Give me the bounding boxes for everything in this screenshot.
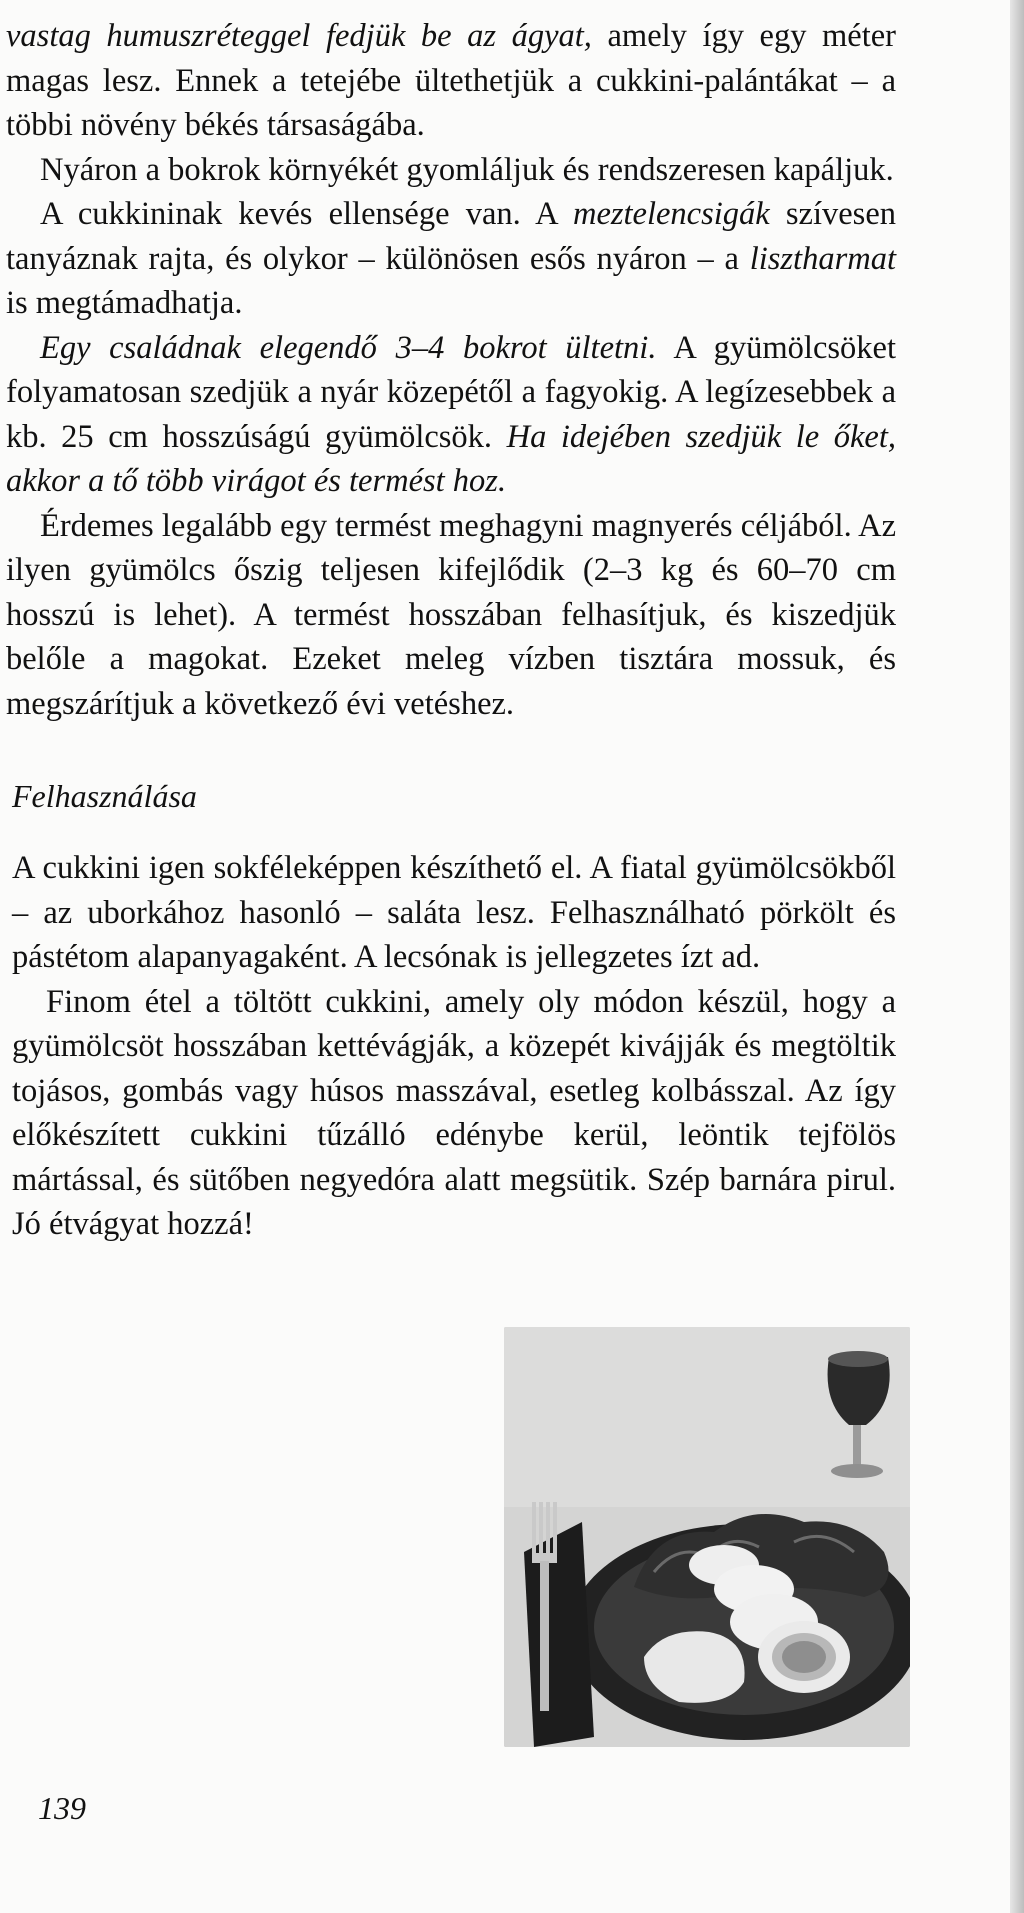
paragraph-4 bbox=[6, 326, 896, 504]
paragraph-6: A cukkini igen sokféleképpen készíthető el. A fiatal gyümölcsökből – az uborkához hasonló – saláta lesz. Felhasználható pörkölt és pástétom alapanyagaként. A lecsónak is jellegzetes ízt ad. bbox=[12, 850, 896, 975]
photo-illustration bbox=[504, 1327, 910, 1747]
paragraph-3-text-b: szívesen tanyáznak rajta, és olykor – különösen esős nyáron – a bbox=[6, 196, 896, 277]
paragraph-3-text-c: is megtámadhatja. bbox=[6, 285, 243, 321]
paragraph-3-italic-a: meztelencsigák bbox=[572, 196, 770, 232]
paragraph-2: Nyáron a bokrok környékét gyomláljuk és rendszeresen kapáljuk. bbox=[40, 151, 894, 188]
paragraph-4-italic-tail: Ha idejében szedjük le őket, akkor a tő több virágot és termést hoz. bbox=[6, 418, 896, 499]
usage-text-block bbox=[12, 846, 896, 1247]
paragraph-1-italic: vastag humuszréteggel fedjük be az ágyat, bbox=[6, 18, 592, 54]
paragraph-3 bbox=[6, 192, 896, 326]
paragraph-5: Érdemes legalább egy termést meghagyni magnyerés céljából. Az ilyen gyümölcs őszig teljesen kifejlődik (2–3 kg és 60–70 cm hosszú is lehet). A termést hosszában felhasítjuk, és kiszedjük belőle a magokat. Ezeket meleg vízben tisztára mossuk, és megszárítjuk a következő évi vetéshez. bbox=[6, 507, 896, 722]
page-number: 139 bbox=[38, 1790, 86, 1826]
paragraph-1-text: amely így egy méter magas lesz. Ennek a tetejébe ültethetjük a cukkini-palántákat – a többi növény békés társaságába. bbox=[6, 18, 896, 143]
paragraph-4-italic-lead: Egy családnak elegendő 3–4 bokrot ültetni. bbox=[40, 329, 657, 366]
paragraph-4-text: A gyümölcsöket folyamatosan szedjük a nyár közepétől a fagyokig. A legízesebbek a kb. 25 cm hosszúságú gyümölcsök. bbox=[6, 329, 896, 455]
paragraph-1 bbox=[6, 14, 896, 148]
main-text-block bbox=[6, 14, 896, 726]
paragraph-7: Finom étel a töltött cukkini, amely oly módon készül, hogy a gyümölcsöt hosszában kettévágják, a közepét kivájják és megtöltik tojásos, gombás vagy húsos masszával, esetleg kolbásszal. Az így előkészített cukkini tűzálló edénybe kerül, leöntik tejfölös mártással, és sütőben negyedóra alatt megsütik. Szép barnára pirul. Jó étvágyat hozzá! bbox=[12, 983, 896, 1242]
page-edge bbox=[1010, 0, 1024, 1913]
section-heading: Felhasználása bbox=[12, 778, 197, 814]
paragraph-3-italic-b: lisztharmat bbox=[749, 240, 896, 277]
stuffed-zucchini-photo bbox=[504, 1327, 910, 1747]
paragraph-3-text-a: A cukkininak kevés ellensége van. A bbox=[40, 196, 573, 232]
